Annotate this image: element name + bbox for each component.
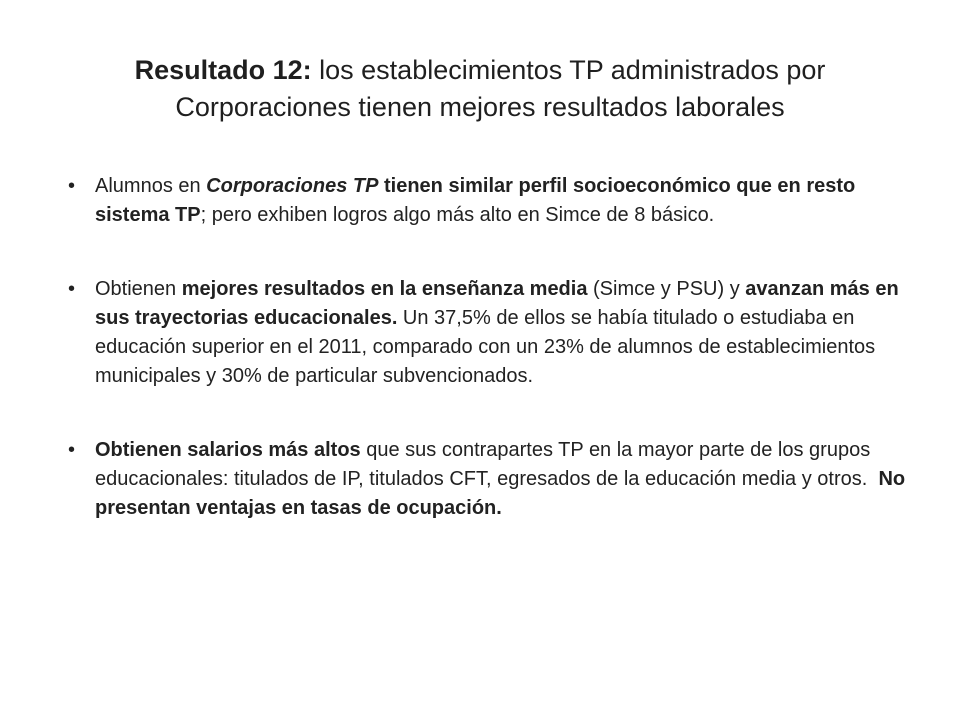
text-segment: (Simce y PSU) y xyxy=(587,278,746,300)
bullet-dot-icon: • xyxy=(68,175,76,197)
bullet-text xyxy=(95,278,899,387)
bullet-list xyxy=(68,172,908,568)
text-segment: Obtienen salarios más altos xyxy=(95,439,361,461)
bullet-item xyxy=(68,275,908,391)
text-segment: ; pero exhiben logros algo más alto en Simce de 8 básico. xyxy=(200,204,715,226)
text-segment: que sus contrapartes TP en la mayor parte de los grupos educacionales: titulados de IP, titulados CFT, egresados de la educación media y otros. xyxy=(95,439,879,490)
bullet-dot-icon: • xyxy=(68,278,76,300)
text-segment: No presentan ventajas en tasas de ocupación. xyxy=(95,468,906,519)
slide-title-rest: los establecimientos TP administrados por Corporaciones tienen mejores resultados laborales xyxy=(175,55,826,122)
slide-title xyxy=(60,52,900,126)
text-segment: Obtienen xyxy=(95,278,182,300)
bullet-text xyxy=(95,439,905,519)
slide-title-bold: Resultado 12: xyxy=(134,55,312,85)
bullet-dot-icon: • xyxy=(68,439,76,461)
bullet-text xyxy=(95,175,855,226)
text-segment: Alumnos en xyxy=(95,175,207,197)
text-segment: tienen similar perfil socioeconómico que en resto sistema TP xyxy=(95,175,856,226)
text-segment: Un 37,5% de ellos se había titulado o estudiaba en educación superior en el 2011, comparado con un 23% de alumnos de establecimientos municipales y 30% de particular subvencionados. xyxy=(95,307,876,387)
text-segment: Corporaciones TP xyxy=(206,175,379,197)
bullet-item xyxy=(68,172,908,230)
bullet-item xyxy=(68,436,908,523)
text-segment: avanzan más en sus trayectorias educacionales. xyxy=(95,278,899,329)
text-segment: mejores resultados en la enseñanza media xyxy=(181,278,588,300)
